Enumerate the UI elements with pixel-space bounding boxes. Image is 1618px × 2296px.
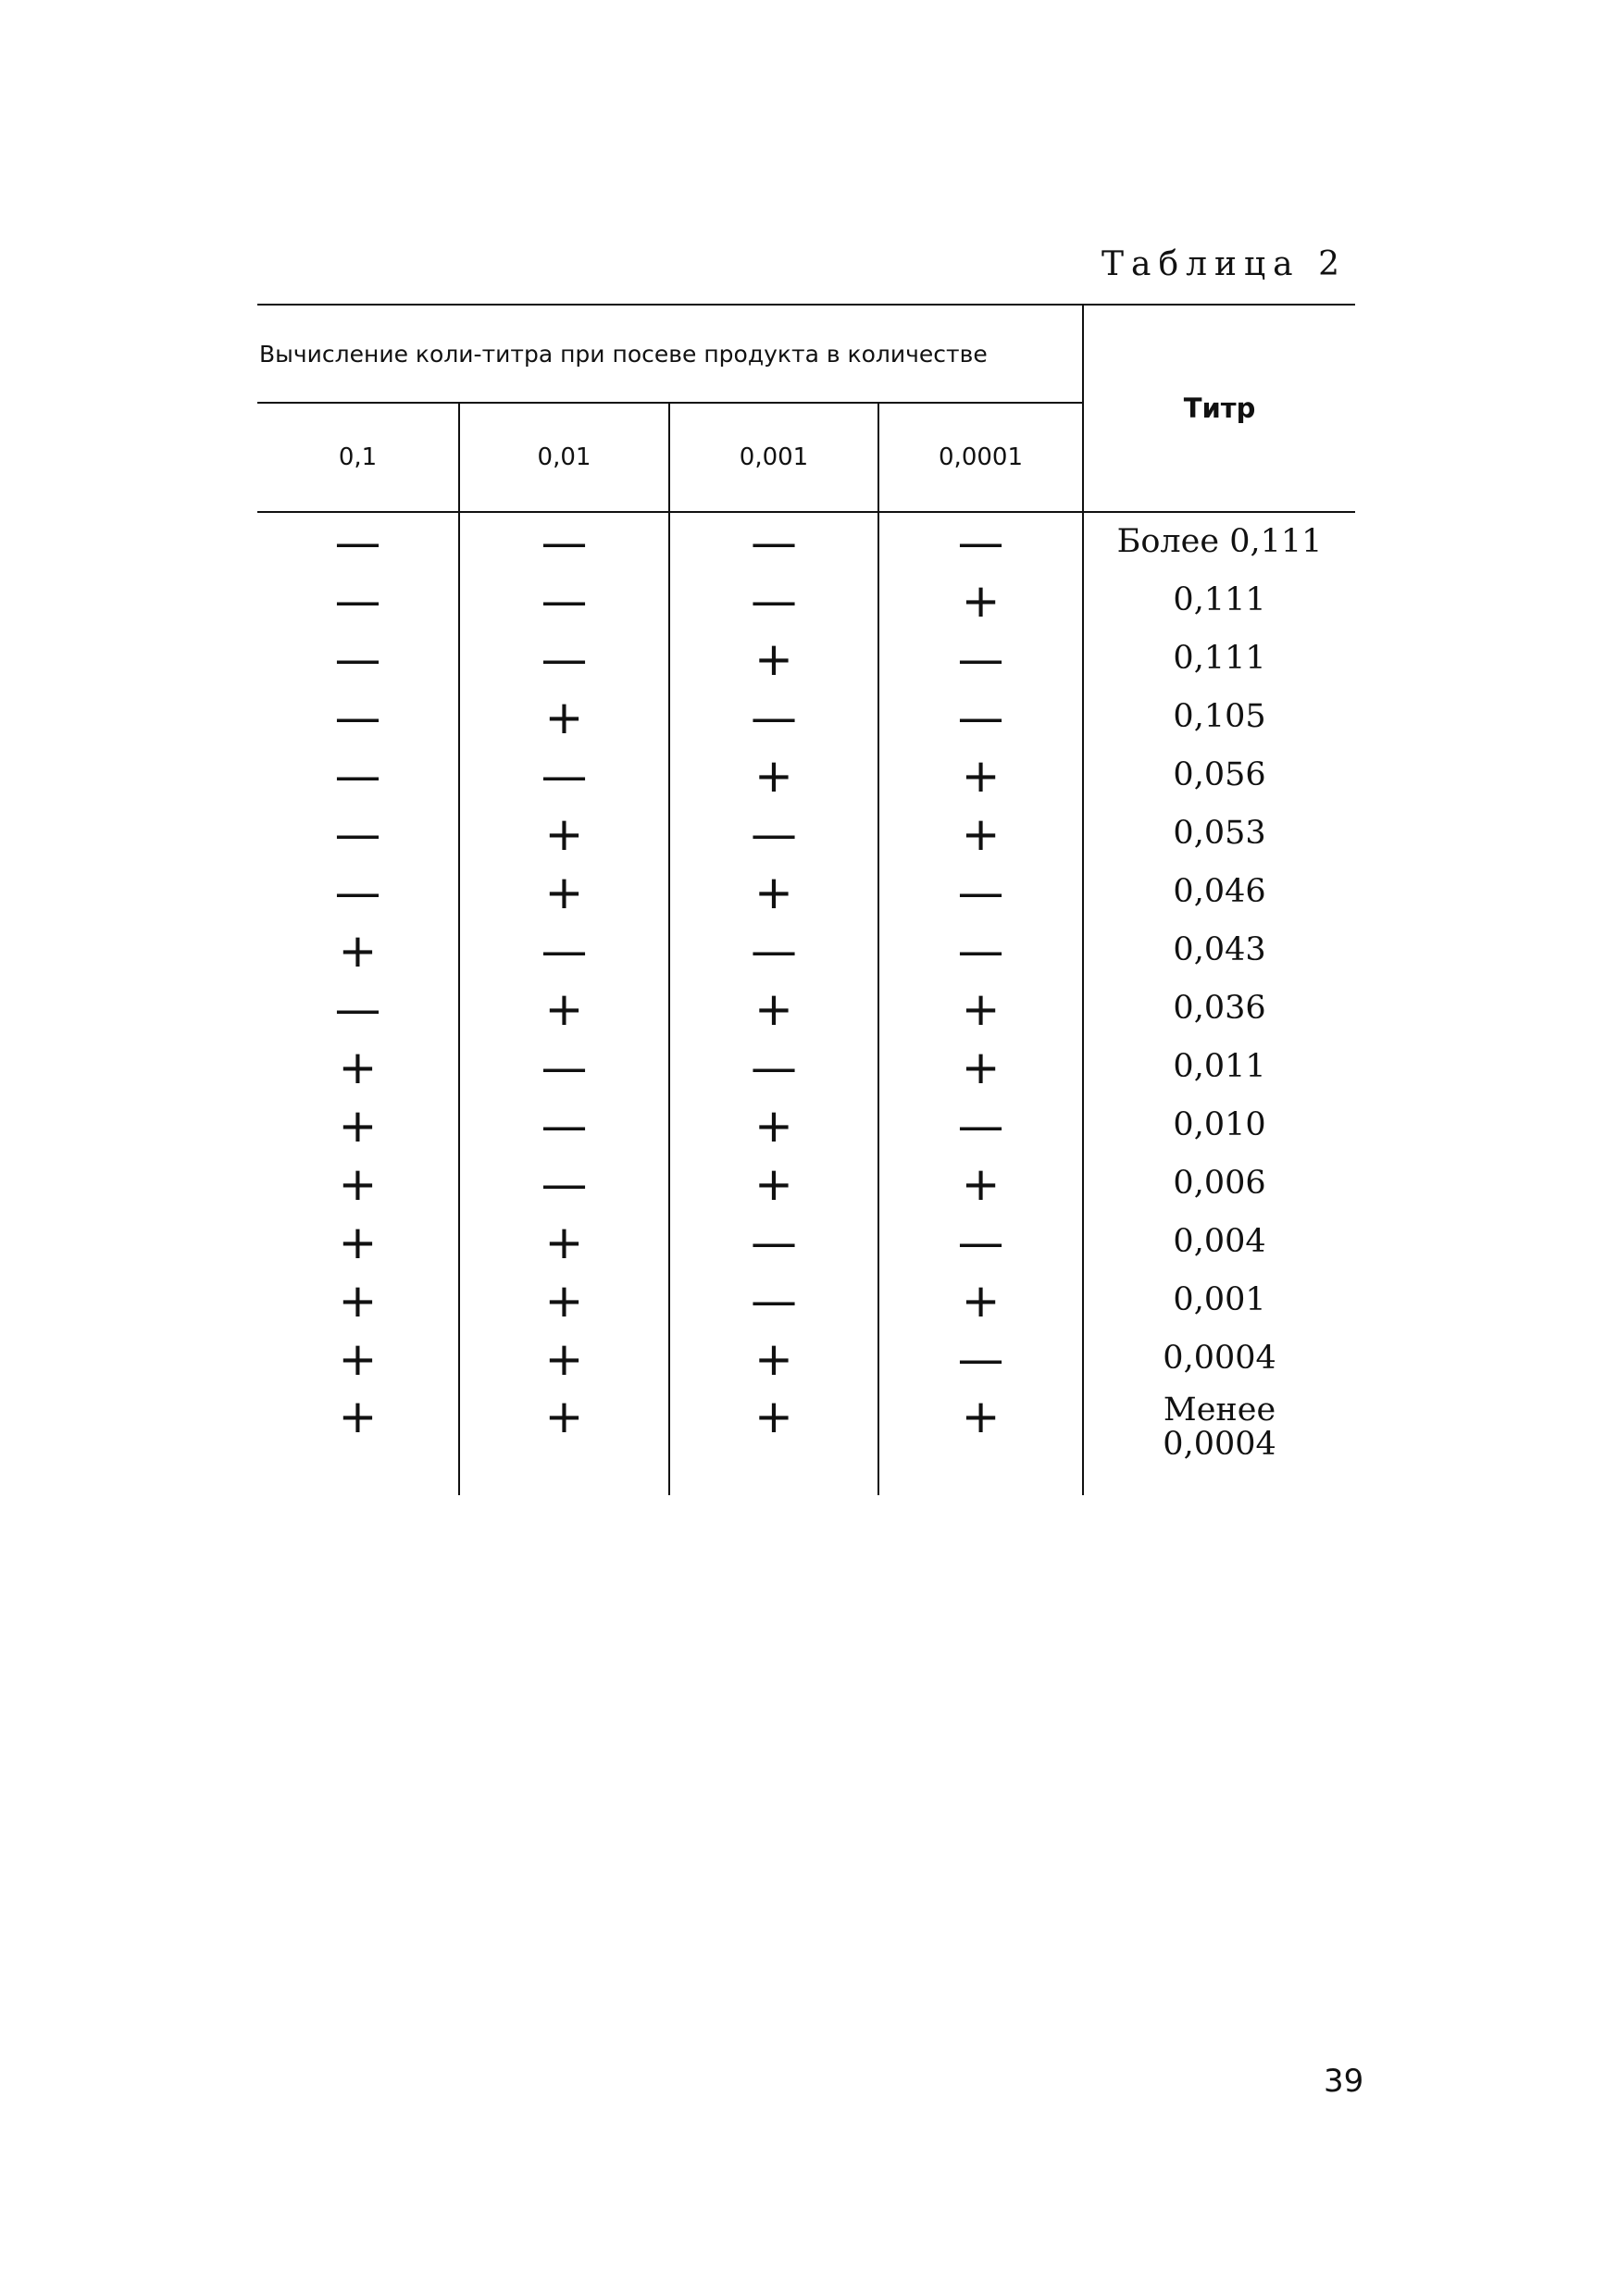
sign-cell: — — [878, 1096, 1083, 1154]
sign-cell: + — [669, 630, 878, 688]
titer-value-cell: Более 0,111 — [1083, 512, 1355, 571]
sign-cell: — — [669, 1038, 878, 1096]
sign-cell: — — [669, 571, 878, 630]
titer-value-cell: 0,010 — [1083, 1096, 1355, 1154]
sign-cell: + — [338, 1390, 378, 1443]
table-row — [257, 512, 1355, 571]
titer-value-cell: Менее 0,0004 — [1083, 1388, 1355, 1495]
sign-cell: + — [669, 980, 878, 1038]
sign-cell: — — [878, 863, 1083, 921]
table-row — [257, 980, 1355, 1038]
group-header: Вычисление коли-титра при посеве продукта в количестве — [257, 305, 1083, 403]
sign-cell: + — [878, 1271, 1083, 1329]
sign-cell: + — [338, 1098, 378, 1153]
table-row — [257, 921, 1355, 980]
titer-table — [257, 304, 1355, 1495]
sign-cell: + — [669, 1388, 878, 1495]
titer-value-cell: 0,036 — [1083, 980, 1355, 1038]
table-row — [257, 1154, 1355, 1213]
sign-cell: + — [459, 1388, 669, 1495]
sign-cell: + — [669, 1154, 878, 1213]
sign-cell: — — [334, 981, 381, 1036]
sign-cell: + — [338, 1040, 378, 1094]
sign-cell: — — [878, 921, 1083, 980]
sign-cell: + — [878, 1038, 1083, 1096]
sign-cell: — — [459, 1154, 669, 1213]
column-header: 0,0001 — [878, 403, 1083, 512]
titer-value-cell: 0,001 — [1083, 1271, 1355, 1329]
sign-cell: — — [459, 921, 669, 980]
titer-value-cell: 0,053 — [1083, 805, 1355, 863]
table-row — [257, 1038, 1355, 1096]
titer-value-cell: 0,056 — [1083, 746, 1355, 805]
sign-cell: — — [878, 688, 1083, 746]
sign-cell: + — [878, 980, 1083, 1038]
sign-cell: — — [669, 805, 878, 863]
sign-cell: — — [669, 921, 878, 980]
table-row — [257, 863, 1355, 921]
titer-value-cell: 0,004 — [1083, 1213, 1355, 1271]
sign-cell: + — [338, 1331, 378, 1386]
table-row — [257, 1388, 1355, 1495]
sign-cell: + — [878, 571, 1083, 630]
column-header: 0,001 — [669, 403, 878, 512]
sign-cell: — — [669, 512, 878, 571]
sign-cell: + — [338, 1215, 378, 1269]
sign-cell: + — [669, 863, 878, 921]
sign-cell: — — [459, 571, 669, 630]
sign-cell: — — [334, 806, 381, 861]
sign-cell: — — [878, 1329, 1083, 1388]
sign-cell: — — [669, 1213, 878, 1271]
page-number: 39 — [1324, 2063, 1364, 2100]
sign-cell: — — [459, 746, 669, 805]
table-row — [257, 1271, 1355, 1329]
sign-cell: + — [338, 1156, 378, 1211]
table-row — [257, 1096, 1355, 1154]
sign-cell: + — [338, 923, 378, 978]
sign-cell: + — [459, 980, 669, 1038]
sign-cell: — — [334, 515, 381, 569]
table-row — [257, 1329, 1355, 1388]
sign-cell: — — [669, 1271, 878, 1329]
table-row — [257, 571, 1355, 630]
sign-cell: — — [878, 630, 1083, 688]
sign-cell: — — [878, 1213, 1083, 1271]
table-body — [257, 512, 1355, 1495]
titer-value-cell: 0,111 — [1083, 630, 1355, 688]
sign-cell: + — [669, 1096, 878, 1154]
titer-value-cell: 0,046 — [1083, 863, 1355, 921]
table-caption: Таблица 2 — [1101, 245, 1347, 283]
sign-cell: + — [669, 746, 878, 805]
titer-table-wrapper — [257, 304, 1355, 1495]
table-row — [257, 746, 1355, 805]
sign-cell: — — [459, 1038, 669, 1096]
titer-value-cell: 0,011 — [1083, 1038, 1355, 1096]
sign-cell: + — [878, 746, 1083, 805]
titer-value-cell: 0,111 — [1083, 571, 1355, 630]
sign-cell: — — [459, 512, 669, 571]
titer-header: Титр — [1083, 305, 1355, 512]
titer-value-cell: 0,043 — [1083, 921, 1355, 980]
sign-cell: + — [459, 863, 669, 921]
column-header: 0,01 — [459, 403, 669, 512]
sign-cell: + — [459, 688, 669, 746]
sign-cell: + — [459, 1329, 669, 1388]
table-row — [257, 688, 1355, 746]
sign-cell: — — [878, 512, 1083, 571]
sign-cell: — — [334, 865, 381, 919]
sign-cell: — — [459, 1096, 669, 1154]
sign-cell: + — [878, 1388, 1083, 1495]
sign-cell: — — [334, 573, 381, 628]
titer-value-cell: 0,006 — [1083, 1154, 1355, 1213]
sign-cell: — — [459, 630, 669, 688]
column-header: 0,1 — [257, 403, 459, 512]
sign-cell: — — [334, 690, 381, 744]
titer-value-cell: 0,105 — [1083, 688, 1355, 746]
sign-cell: — — [669, 688, 878, 746]
sign-cell: + — [669, 1329, 878, 1388]
table-row — [257, 630, 1355, 688]
sign-cell: + — [459, 805, 669, 863]
sign-cell: + — [459, 1271, 669, 1329]
titer-value-cell: 0,0004 — [1083, 1329, 1355, 1388]
sign-cell: + — [878, 805, 1083, 863]
table-row — [257, 805, 1355, 863]
sign-cell: — — [334, 748, 381, 803]
sign-cell: + — [338, 1273, 378, 1328]
sign-cell: — — [334, 631, 381, 686]
table-row — [257, 1213, 1355, 1271]
sign-cell: + — [878, 1154, 1083, 1213]
sign-cell: + — [459, 1213, 669, 1271]
